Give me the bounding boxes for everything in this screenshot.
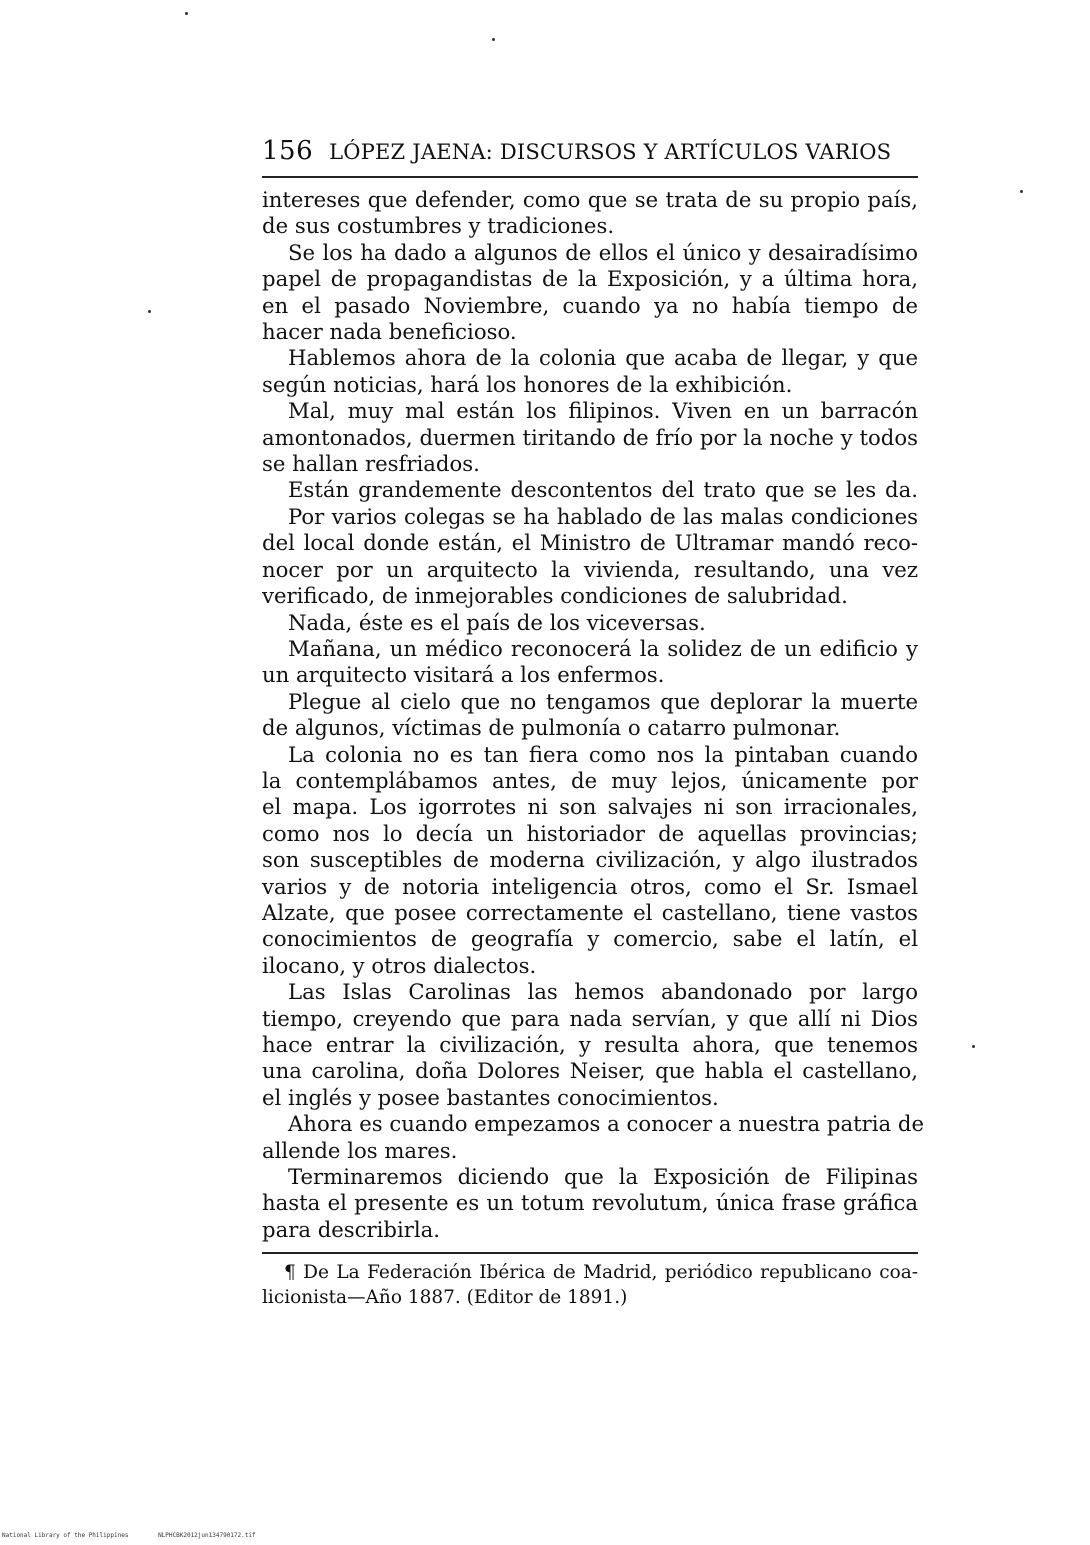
scan-speck	[972, 1045, 975, 1048]
text-line: varios y de notoria inteligencia otros, como el Sr. Ismael	[262, 873, 918, 899]
text-line: hasta el presente es un totum revolutum, única frase gráfica	[262, 1190, 918, 1216]
text-line: Las Islas Carolinas las hemos abandonado por largo	[288, 979, 918, 1005]
text-line: el mapa. Los igorrotes ni son salvajes ni son irracionales,	[262, 794, 918, 820]
text-line: nocer por un arquitecto la vivienda, resultando, una vez	[262, 556, 918, 582]
text-line: conocimientos de geografía y comercio, sabe el latín, el	[262, 926, 918, 952]
text-line: Se los ha dado a algunos de ellos el único y desairadísimo	[288, 239, 918, 265]
text-line: hacer nada beneficioso.	[262, 319, 517, 345]
text-line: como nos lo decía un historiador de aquellas provincias;	[262, 820, 918, 846]
scan-colophon	[2, 1532, 282, 1539]
footnote-rule	[262, 1252, 918, 1254]
text-line: ilocano, y otros dialectos.	[262, 952, 537, 978]
footnote	[262, 1260, 918, 1310]
text-line: Alzate, que posee correctamente el castellano, tiene vastos	[262, 899, 918, 925]
text-line: son susceptibles de moderna civilización, y algo ilustrados	[262, 847, 918, 873]
text-line: intereses que defender, como que se trata de su propio país,	[262, 187, 918, 212]
text-line: Mañana, un médico reconocerá la solidez de un edificio y	[288, 635, 918, 661]
footnote-line: ¶ De La Federación Ibérica de Madrid, periódico republicano coa-	[284, 1262, 918, 1283]
text-line: Por varios colegas se ha hablado de las malas condiciones	[288, 503, 918, 529]
scan-speck	[1020, 190, 1023, 193]
text-line: La colonia no es tan fiera como nos la pintaban cuando	[288, 741, 918, 767]
text-line: amontonados, duermen tiritando de frío por la noche y todos	[262, 424, 918, 450]
file-id: NLPHCBK2012jun134790172.tif	[158, 1532, 256, 1539]
running-title: LÓPEZ JAENA: DISCURSOS Y ARTÍCULOS VARIOS	[329, 140, 892, 164]
text-line: papel de propagandistas de la Exposición, y a última hora,	[262, 266, 918, 292]
text-line: en el pasado Noviembre, cuando ya no había tiempo de	[262, 292, 918, 318]
header-rule	[262, 176, 918, 178]
text-line: para describirla.	[262, 1216, 441, 1242]
text-line: del local donde están, el Ministro de Ultramar mandó reco-	[262, 530, 918, 556]
page-number: 156	[262, 136, 314, 166]
scan-speck	[185, 12, 188, 15]
text-line: Están grandemente descontentos del trato que se les da.	[288, 477, 918, 503]
text-line: según noticias, hará los honores de la exhibición.	[262, 371, 793, 397]
text-line: Ahora es cuando empezamos a conocer a nuestra patria de	[288, 1111, 924, 1137]
page-header	[262, 136, 918, 168]
text-line: el inglés y posee bastantes conocimientos.	[262, 1084, 719, 1110]
footnote-line: licionista—Año 1887. (Editor de 1891.)	[262, 1287, 628, 1308]
text-line: Hablemos ahora de la colonia que acaba de llegar, y que	[288, 345, 918, 371]
text-line: allende los mares.	[262, 1137, 458, 1163]
text-line: Mal, muy mal están los filipinos. Viven en un barracón	[288, 398, 918, 424]
text-line: la contemplábamos antes, de muy lejos, únicamente por	[262, 767, 918, 793]
text-line: un arquitecto visitará a los enfermos.	[262, 662, 665, 688]
scan-speck	[148, 310, 151, 313]
text-line: Terminaremos diciendo que la Exposición de Filipinas	[288, 1164, 918, 1190]
text-line: de algunos, víctimas de pulmonía o catarro pulmonar.	[262, 715, 841, 741]
text-line: Plegue al cielo que no tengamos que deplorar la muerte	[288, 688, 918, 714]
text-line: hace entrar la civilización, y resulta ahora, que tenemos	[262, 1032, 918, 1057]
text-line: Nada, éste es el país de los viceversas.	[288, 609, 706, 635]
scan-speck	[492, 38, 495, 41]
text-line: tiempo, creyendo que para nada servían, y que allí ni Dios	[262, 1005, 918, 1031]
text-line: de sus costumbres y tradiciones.	[262, 213, 615, 239]
text-line: una carolina, doña Dolores Neiser, que habla el castellano,	[262, 1058, 918, 1084]
text-line: verificado, de inmejorables condiciones de salubridad.	[262, 583, 848, 609]
text-line: se hallan resfriados.	[262, 451, 480, 477]
article-body	[262, 187, 924, 1243]
library-name: National Library of the Philippines	[2, 1532, 129, 1539]
